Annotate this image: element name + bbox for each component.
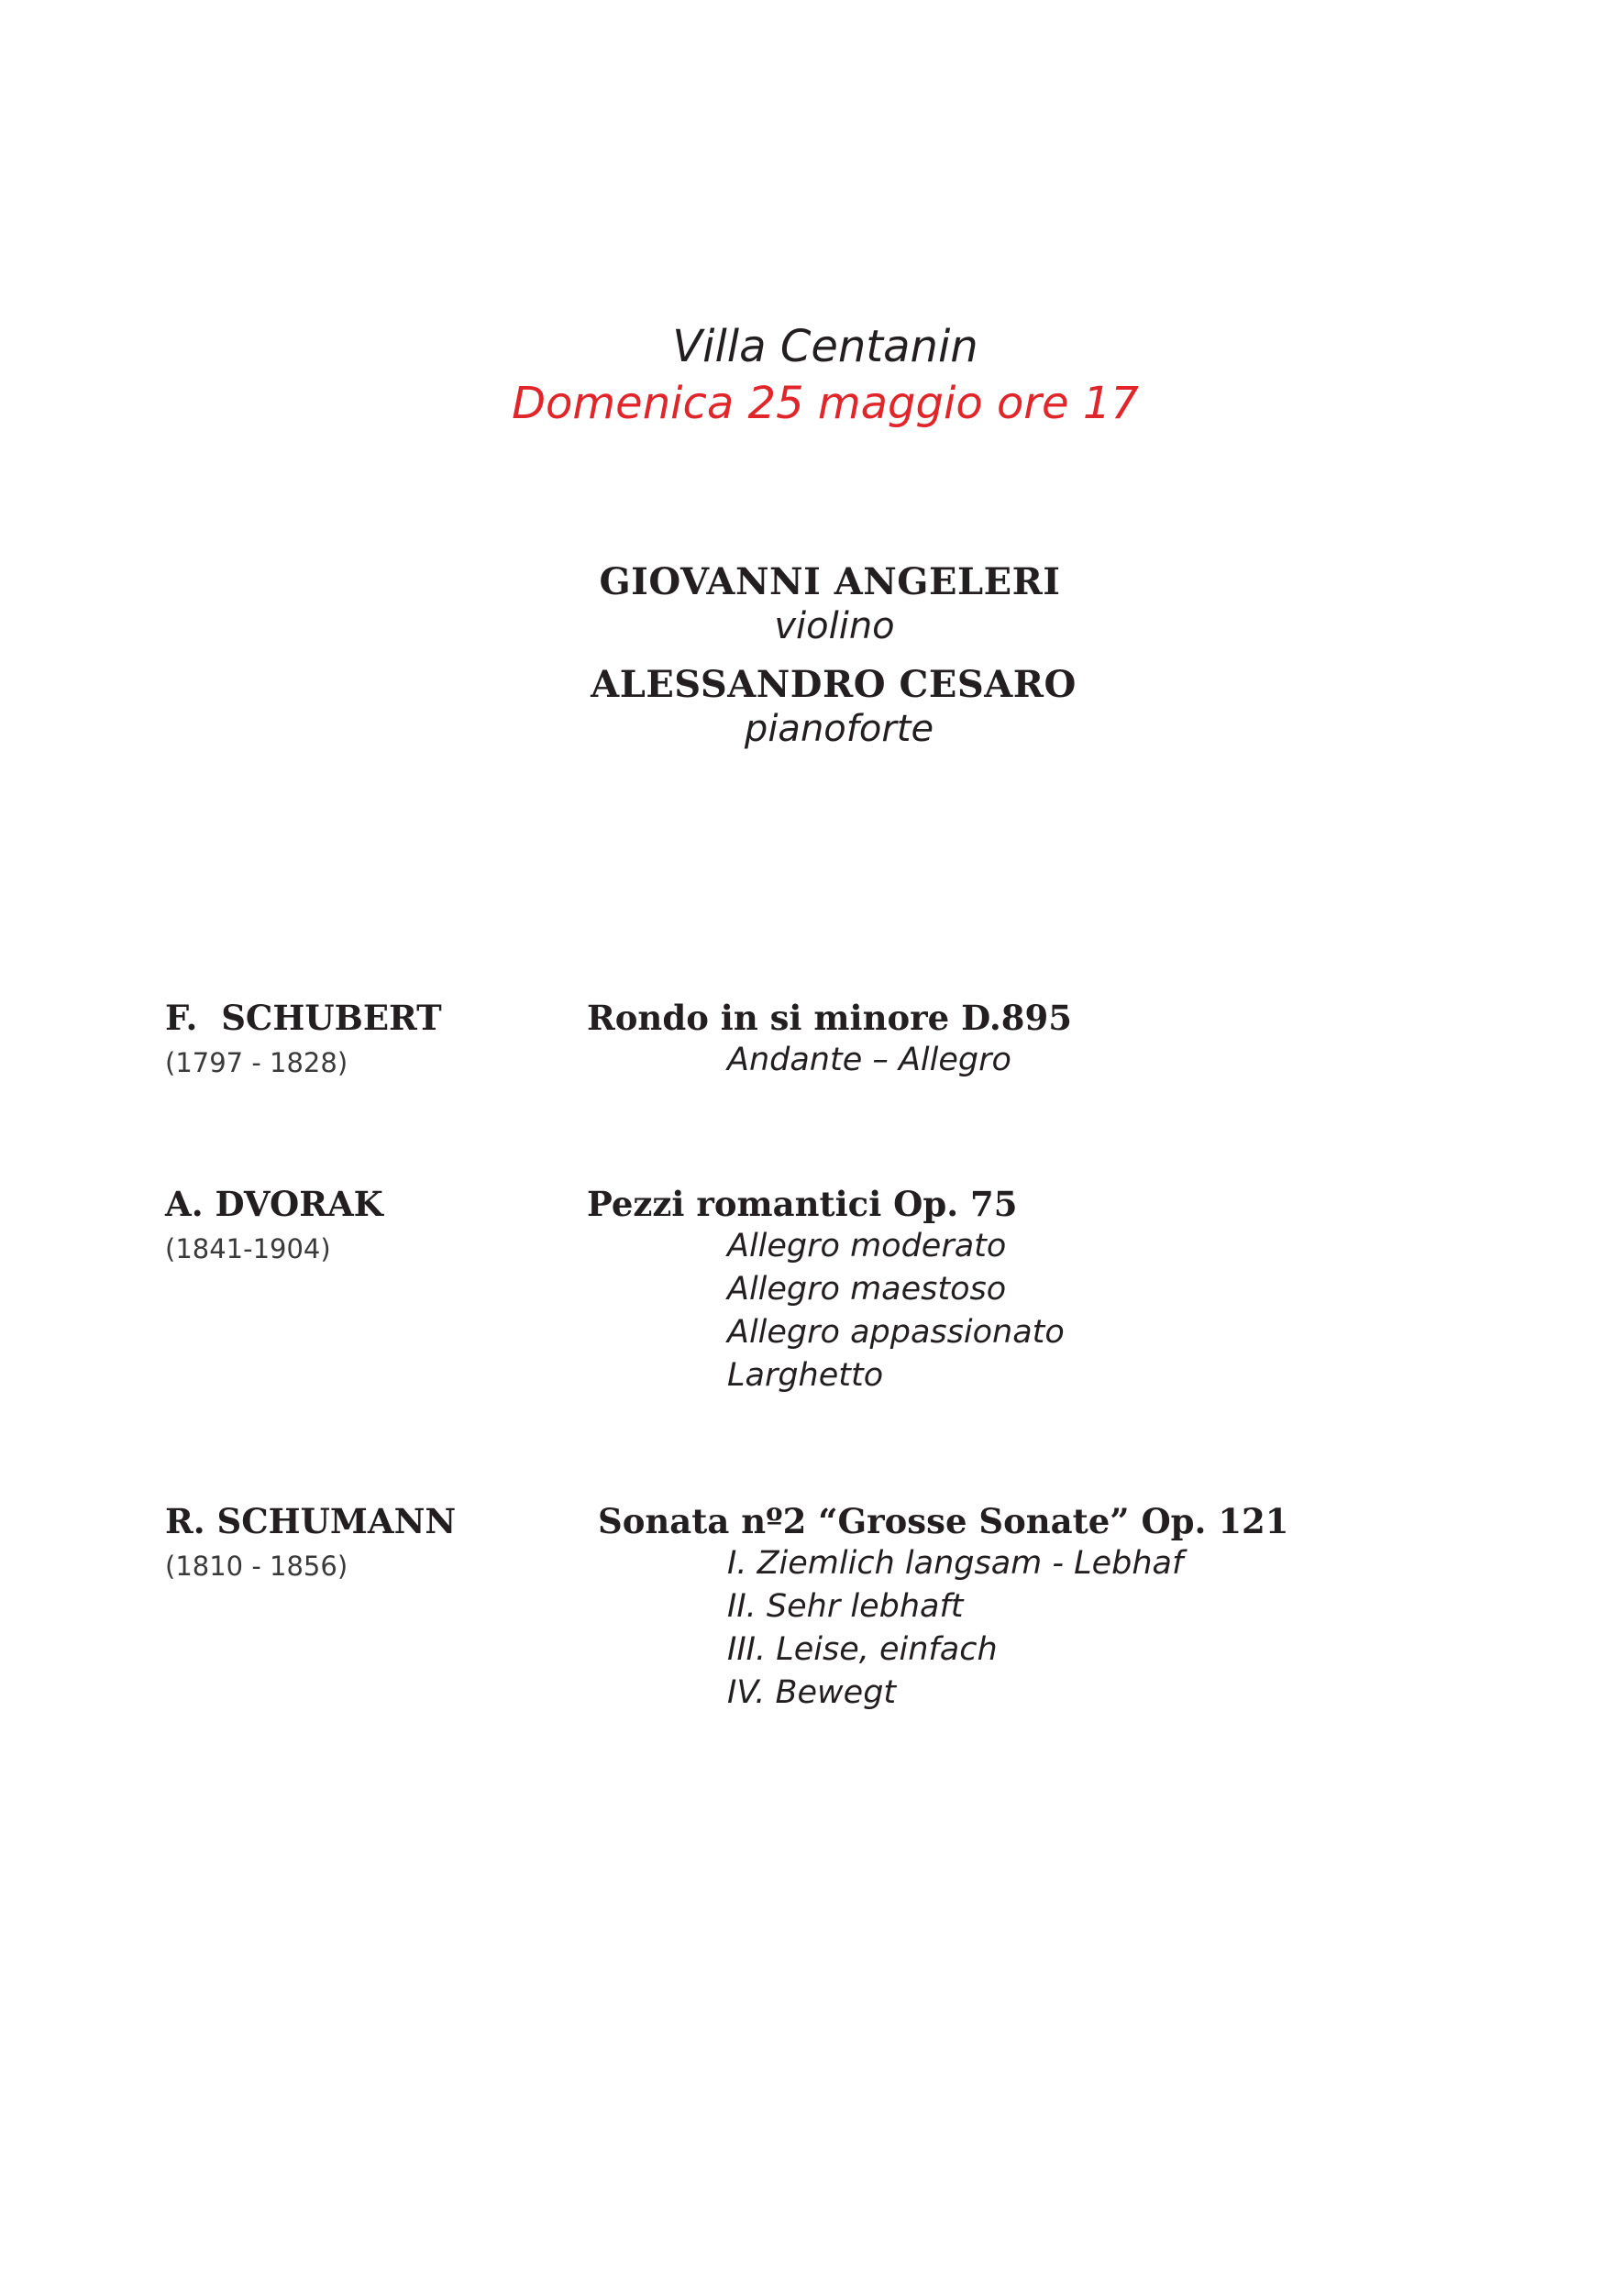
composer-dates: (1810 - 1856) — [165, 1551, 348, 1582]
performer-name: ALESSANDRO CESARO — [591, 663, 1077, 706]
movement: IV. Bewegt — [727, 1674, 897, 1711]
performer-violin — [0, 559, 1624, 647]
composer-name: A. DVORAK — [165, 1184, 383, 1224]
movement: Allegro appassionato — [727, 1314, 1065, 1351]
performers — [0, 559, 1624, 765]
performer-name: GIOVANNI ANGELERI — [599, 560, 1061, 603]
movement: I. Ziemlich langsam - Lebhaf — [727, 1545, 1184, 1582]
concert-date: Domenica 25 maggio ore 17 — [512, 378, 1139, 429]
movement: Allegro maestoso — [727, 1271, 1007, 1308]
composer-name: F. SCHUBERT — [165, 998, 442, 1038]
composer-dates: (1797 - 1828) — [165, 1047, 348, 1078]
performer-piano — [0, 662, 1624, 750]
work-title: Rondo in si minore D.895 — [587, 998, 1072, 1038]
work-title: Sonata nº2 “Grosse Sonate” Op. 121 — [598, 1501, 1289, 1541]
movement-list — [727, 1039, 1011, 1082]
movement: Andante – Allegro — [727, 1042, 1011, 1078]
movement-list — [727, 1542, 1183, 1715]
composer-name: R. SCHUMANN — [165, 1501, 457, 1541]
performer-instrument: pianoforte — [744, 708, 934, 750]
movement: Larghetto — [727, 1357, 884, 1394]
movement: Allegro moderato — [727, 1228, 1007, 1264]
performer-instrument: violino — [774, 605, 895, 647]
movement: II. Sehr lebhaft — [727, 1588, 964, 1625]
movement: III. Leise, einfach — [727, 1631, 998, 1668]
venue-name: Villa Centanin — [672, 321, 978, 372]
movement-list — [727, 1225, 1065, 1397]
composer-dates: (1841-1904) — [165, 1233, 331, 1264]
work-title: Pezzi romantici Op. 75 — [587, 1184, 1018, 1224]
